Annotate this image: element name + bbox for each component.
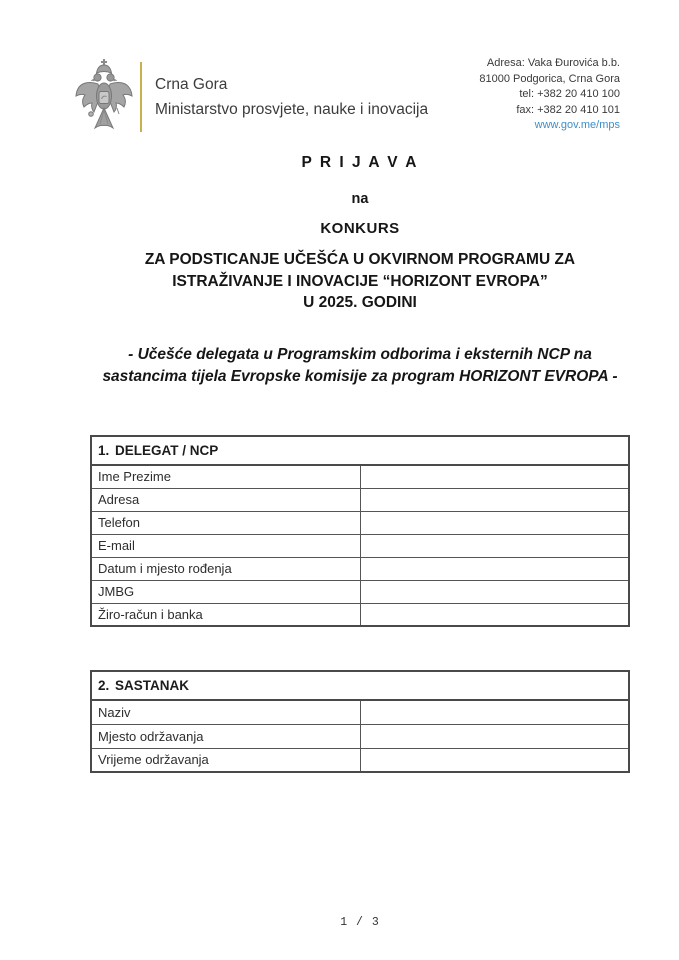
field-value-cell <box>360 465 629 488</box>
phone-line: tel: +382 20 410 100 <box>519 88 620 100</box>
field-value-cell <box>360 557 629 580</box>
title-preposition: na <box>351 191 369 207</box>
field-value-cell <box>360 700 629 724</box>
field-value-cell <box>360 603 629 626</box>
section-title: SASTANAK <box>115 678 189 693</box>
table-section-header-row <box>91 671 629 700</box>
field-label: Žiro-račun i banka <box>91 603 360 626</box>
table-row <box>91 748 629 772</box>
field-label: Adresa <box>91 488 360 511</box>
contact-block <box>479 56 620 134</box>
field-label: Mjesto održavanja <box>91 724 360 748</box>
title-line: ZA PODSTICANJE UČEŠĆA U OKVIRNOM PROGRAMU ZA <box>144 251 576 268</box>
subtitle-line: - Učešće delegata u Programskim odborima i eksternih NCP na <box>128 346 592 363</box>
table-row <box>91 488 629 511</box>
address-line-2: 81000 Podgorica, Crna Gora <box>479 72 620 85</box>
document-title: P R I J A V A <box>301 154 419 171</box>
address-line-1: Adresa: Vaka Đurovića b.b. <box>486 57 620 69</box>
field-label: E-mail <box>91 534 360 557</box>
section-title: DELEGAT / NCP <box>115 443 219 458</box>
competition-title <box>70 249 650 314</box>
org-country: Crna Gora <box>155 76 228 93</box>
org-ministry-name: Ministarstvo prosvjete, nauke i inovacija <box>155 101 429 118</box>
title-line: U 2025. GODINI <box>303 294 417 311</box>
table-row <box>91 465 629 488</box>
field-label: JMBG <box>91 580 360 603</box>
field-value-cell <box>360 580 629 603</box>
field-label: Ime Prezime <box>91 465 360 488</box>
competition-subtitle <box>70 344 650 387</box>
field-label: Vrijeme održavanja <box>91 748 360 772</box>
section-number: 1. <box>98 443 110 458</box>
delegat-ncp-table <box>90 435 630 627</box>
section-number: 2. <box>98 678 110 693</box>
field-value-cell <box>360 534 629 557</box>
title-konkurs: KONKURS <box>320 220 400 237</box>
table-row <box>91 511 629 534</box>
field-value-cell <box>360 724 629 748</box>
field-value-cell <box>360 511 629 534</box>
table-section-header-row <box>91 436 629 465</box>
ministry-header <box>74 57 428 137</box>
field-label: Datum i mjesto rođenja <box>91 557 360 580</box>
field-label: Telefon <box>91 511 360 534</box>
sastanak-table <box>90 670 630 773</box>
page-number: 1 / 3 <box>340 916 380 929</box>
field-value-cell <box>360 488 629 511</box>
table-row <box>91 580 629 603</box>
fax-line: fax: +382 20 410 101 <box>516 103 620 116</box>
header-divider <box>140 62 142 132</box>
table-section-header <box>91 671 629 700</box>
table-row <box>91 724 629 748</box>
title-line: ISTRAŽIVANJE I INOVACIJE “HORIZONT EVROPA” <box>172 272 548 290</box>
table-row <box>91 557 629 580</box>
table-section-header <box>91 436 629 465</box>
table-row <box>91 603 629 626</box>
table-row <box>91 700 629 724</box>
field-value-cell <box>360 748 629 772</box>
website-link[interactable]: www.gov.me/mps <box>534 119 620 131</box>
table-row <box>91 534 629 557</box>
field-label: Naziv <box>91 700 360 724</box>
subtitle-line: sastancima tijela Evropske komisije za program HORIZONT EVROPA - <box>102 367 618 385</box>
montenegro-coat-of-arms-icon <box>74 57 134 137</box>
